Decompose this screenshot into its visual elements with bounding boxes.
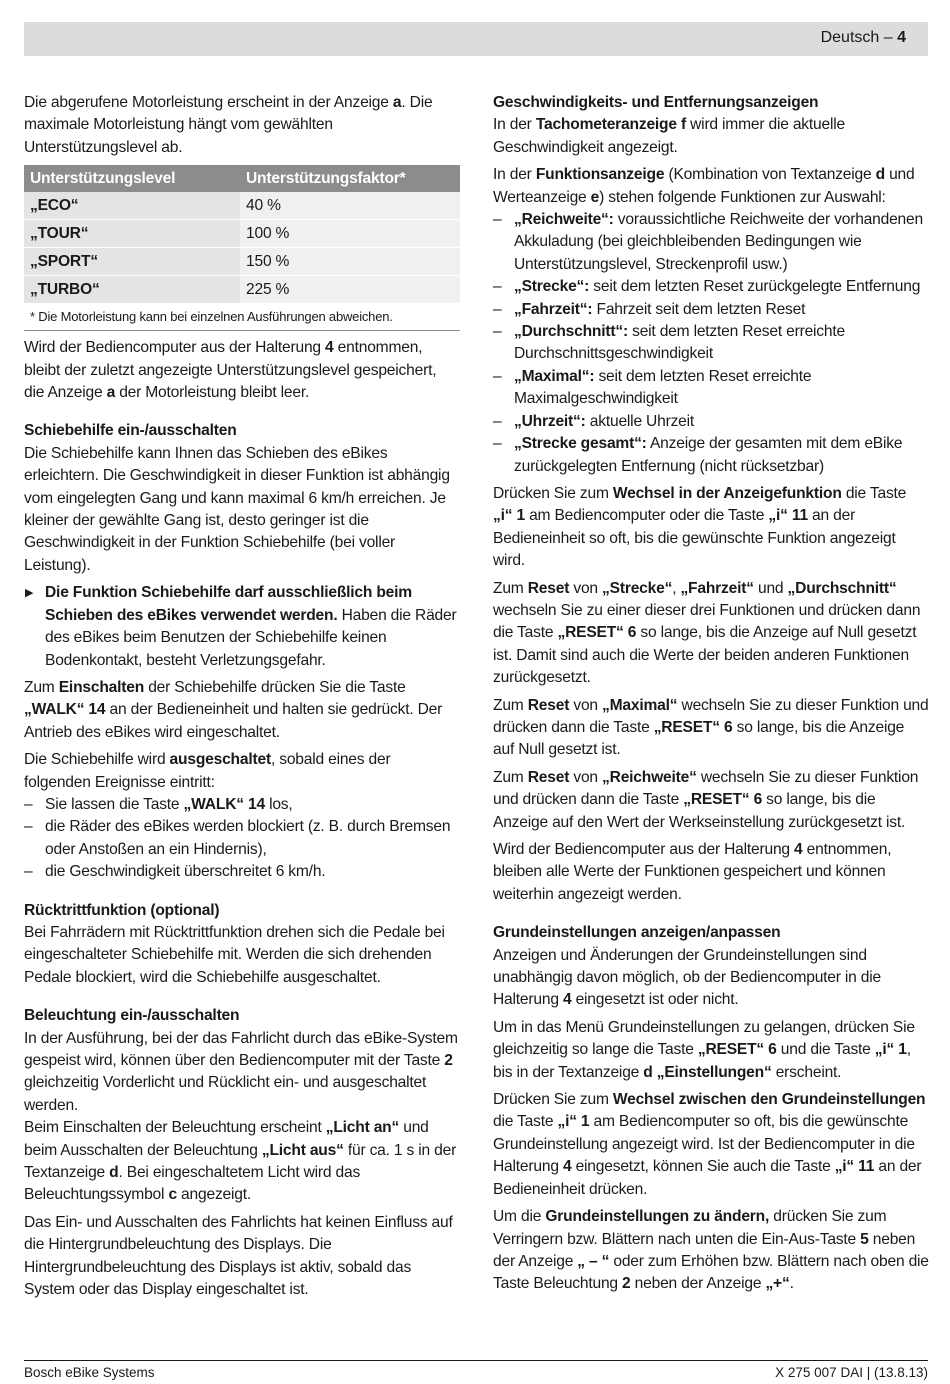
intro-paragraph: Die abgerufene Motorleistung erscheint in der Anzeige a. Die maximale Motorleistung hängt vom gewählten Unterstützungslevel ab. — [24, 94, 433, 156]
table-row — [24, 192, 460, 220]
paragraph: Das Ein- und Ausschalten des Fahrlichts hat keinen Einfluss auf die Hintergrundbeleuchtung des Displays. Die Hintergrundbeleuchtung des Displays ist aktiv, sobald das System oder das Display eingeschaltet ist. — [24, 1213, 453, 1299]
table-header-row — [24, 165, 460, 192]
switch-off-list — [24, 794, 460, 884]
table-cell-level: „ECO“ — [24, 192, 240, 220]
list-item: – „Durchschnitt“: seit dem letzten Reset erreichte Durchschnittsgeschwindigkeit — [493, 321, 929, 366]
paragraph: Bei Fahrrädern mit Rücktrittfunktion drehen sich die Pedale bei eingeschalteter Schiebehilfe mit. Werden die sich drehenden Pedale blockiert, wird die Schiebehilfe ausgeschaltet. — [24, 923, 445, 986]
list-item: – „Strecke“: seit dem letzten Reset zurückgelegte Entfernung — [493, 276, 929, 298]
paragraph: Wird der Bediencomputer aus der Halterung 4 entnommen, bleibt der zuletzt angezeigte Unterstützungslevel gespeichert, die Anzeige a der Motorleistung bleibt leer. — [24, 339, 437, 402]
table-cell-factor: 40 % — [240, 192, 460, 220]
table-cell-level: „TOUR“ — [24, 220, 240, 248]
section-heading: Geschwindigkeits- und Entfernungsanzeigen — [493, 94, 819, 111]
paragraph: Beim Einschalten der Beleuchtung erscheint „Licht an“ und beim Ausschalten der Beleuchtung „Licht aus“ für ca. 1 s in der Textanzeige d. Bei eingeschaltetem Licht wird das Beleuchtungssymbol c angezeigt. — [24, 1119, 457, 1204]
table-cell-factor: 100 % — [240, 220, 460, 248]
paragraph: Um in das Menü Grundeinstellungen zu gelangen, drücken Sie gleichzeitig so lange die Taste „RESET“ 6 und die Taste „i“ 1, bis in der Textanzeige d „Einstellungen“ erscheint. — [493, 1018, 915, 1081]
section-heading: Grundeinstellungen anzeigen/anpassen — [493, 924, 781, 942]
list-item: – die Räder des eBikes werden blockiert (z. B. durch Bremsen oder Anstoßen an ein Hindernis), — [24, 816, 460, 861]
list-item: – „Strecke gesamt“: Anzeige der gesamten mit dem eBike zurückgelegten Entfernung (nicht rücksetzbar) — [493, 433, 929, 478]
paragraph: Anzeigen und Änderungen der Grundeinstellungen sind unabhängig davon möglich, ob der Bediencomputer in die Halterung 4 eingesetzt ist oder nicht. — [493, 946, 881, 1009]
section-heading: Schiebehilfe ein-/ausschalten — [24, 422, 237, 440]
paragraph: Wird der Bediencomputer aus der Halterung 4 entnommen, bleiben alle Werte der Funktionen gespeichert und können weiterhin angezeigt werden. — [493, 841, 892, 903]
table-row — [24, 276, 460, 304]
list-item: – „Uhrzeit“: aktuelle Uhrzeit — [493, 411, 929, 433]
paragraph: In der Tachometeranzeige f wird immer die aktuelle Geschwindigkeit angezeigt. — [493, 116, 845, 156]
section-heading: Rücktrittfunktion (optional) — [24, 901, 220, 919]
paragraph: Die Schiebehilfe kann Ihnen das Schieben des eBikes erleichtern. Die Geschwindigkeit in dieser Funktion ist abhängig vom eingelegten Gang und kann maximal 6 km/h erreichen. Je kleiner der gewählte Gang ist, desto geringer ist die Geschwindigkeit in der Funktion Schiebehilfe (bei voller Leistung). — [24, 444, 450, 574]
list-item: – „Maximal“: seit dem letzten Reset erreichte Maximalgeschwindigkeit — [493, 366, 929, 411]
table-cell-level: „SPORT“ — [24, 248, 240, 276]
right-column — [493, 92, 929, 1301]
paragraph: In der Ausführung, bei der das Fahrlicht durch das eBike-System gespeist wird, können über den Bediencomputer mit der Taste 2 gleichzeitig Vorderlicht und Rücklicht ein- und ausgeschaltet werden. — [24, 1029, 458, 1114]
table-header-cell: Unterstützungsfaktor* — [240, 165, 460, 192]
table-row — [24, 248, 460, 276]
paragraph: Zum Einschalten der Schiebehilfe drücken Sie die Taste „WALK“ 14 an der Bedieneinheit und halten sie gedrückt. Der Antrieb des eBikes wird eingeschaltet. — [24, 678, 443, 741]
table-footnote: * Die Motorleistung kann bei einzelnen Ausführungen abweichen. — [24, 304, 460, 331]
assist-level-table — [24, 165, 460, 304]
paragraph: Drücken Sie zum Wechsel in der Anzeigefunktion die Taste „i“ 1 am Bediencomputer oder die Taste „i“ 11 an der Bedieneinheit so oft, bis die gewünschte Funktion angezeigt wird. — [493, 484, 907, 570]
table-header-cell: Unterstützungslevel — [24, 165, 240, 192]
list-item: – „Fahrzeit“: Fahrzeit seit dem letzten Reset — [493, 299, 929, 321]
paragraph: Zum Reset von „Maximal“ wechseln Sie zu dieser Funktion und drücken dann die Taste „RESET“ 6 so lange, bis die Anzeige auf Null gesetzt ist. — [493, 696, 929, 759]
footer-rule — [24, 1360, 928, 1361]
section-heading: Beleuchtung ein-/ausschalten — [24, 1007, 240, 1025]
paragraph: Um die Grundeinstellungen zu ändern, drücken Sie zum Verringern bzw. Blättern nach unten die Ein-Aus-Taste 5 neben der Anzeige „ – “ oder zum Erhöhen bzw. Blättern nach oben die Taste Beleuchtung 2 neben der Anzeige „+“. — [493, 1208, 929, 1293]
page-number: Deutsch – 4 — [820, 29, 906, 46]
table-row — [24, 220, 460, 248]
paragraph: Die Schiebehilfe wird ausgeschaltet, sobald eines der folgenden Ereignisse eintritt: — [24, 751, 391, 791]
left-column — [24, 92, 460, 1306]
list-item: – Sie lassen die Taste „WALK“ 14 los, — [24, 794, 460, 816]
paragraph: Drücken Sie zum Wechsel zwischen den Grundeinstellungen die Taste „i“ 1 am Bediencomputer so oft, bis die gewünschte Grundeinstellung angezeigt wird. Ist der Bediencomputer in die Halterung 4 eingesetzt, können Sie auch die Taste „i“ 11 an der Bedieneinheit drücken. — [493, 1091, 926, 1198]
function-list — [493, 209, 929, 478]
paragraph: In der Funktionsanzeige (Kombination von Textanzeige d und Werteanzeige e) stehen folgende Funktionen zur Auswahl: — [493, 166, 915, 206]
page-header — [24, 22, 928, 56]
table-cell-level: „TURBO“ — [24, 276, 240, 304]
paragraph: Zum Reset von „Reichweite“ wechseln Sie zu dieser Funktion und drücken dann die Taste „RESET“ 6 so lange, bis die Anzeige auf den Wert der Werkseinstellung zurückgesetzt ist. — [493, 768, 919, 831]
list-item: – die Geschwindigkeit überschreitet 6 km/h. — [24, 861, 460, 883]
warning-note: ▶ Die Funktion Schiebehilfe darf ausschließlich beim Schieben des eBikes verwendet werden. Haben die Räder des eBikes beim Benutzen der Schiebehilfe keinen Bodenkontakt, besteht Verletzungsgefahr. — [24, 582, 460, 672]
table-cell-factor: 150 % — [240, 248, 460, 276]
footer-doc-id: X 275 007 DAI | (13.8.13) — [775, 1365, 928, 1380]
table-cell-factor: 225 % — [240, 276, 460, 304]
list-item: – „Reichweite“: voraussichtliche Reichweite der vorhandenen Akkuladung (bei gleichbleibenden Bedingungen wie Unterstützungslevel, Streckenprofil usw.) — [493, 209, 929, 276]
paragraph: Zum Reset von „Strecke“, „Fahrzeit“ und „Durchschnitt“ wechseln Sie zu einer dieser drei Funktionen und drücken dann die Taste „RESET“ 6 so lange, bis die Anzeige auf Null gesetzt ist. Damit sind auch die Werte der beiden anderen Funktionen zurückgesetzt. — [493, 579, 921, 687]
footer-brand: Bosch eBike Systems — [24, 1365, 155, 1380]
